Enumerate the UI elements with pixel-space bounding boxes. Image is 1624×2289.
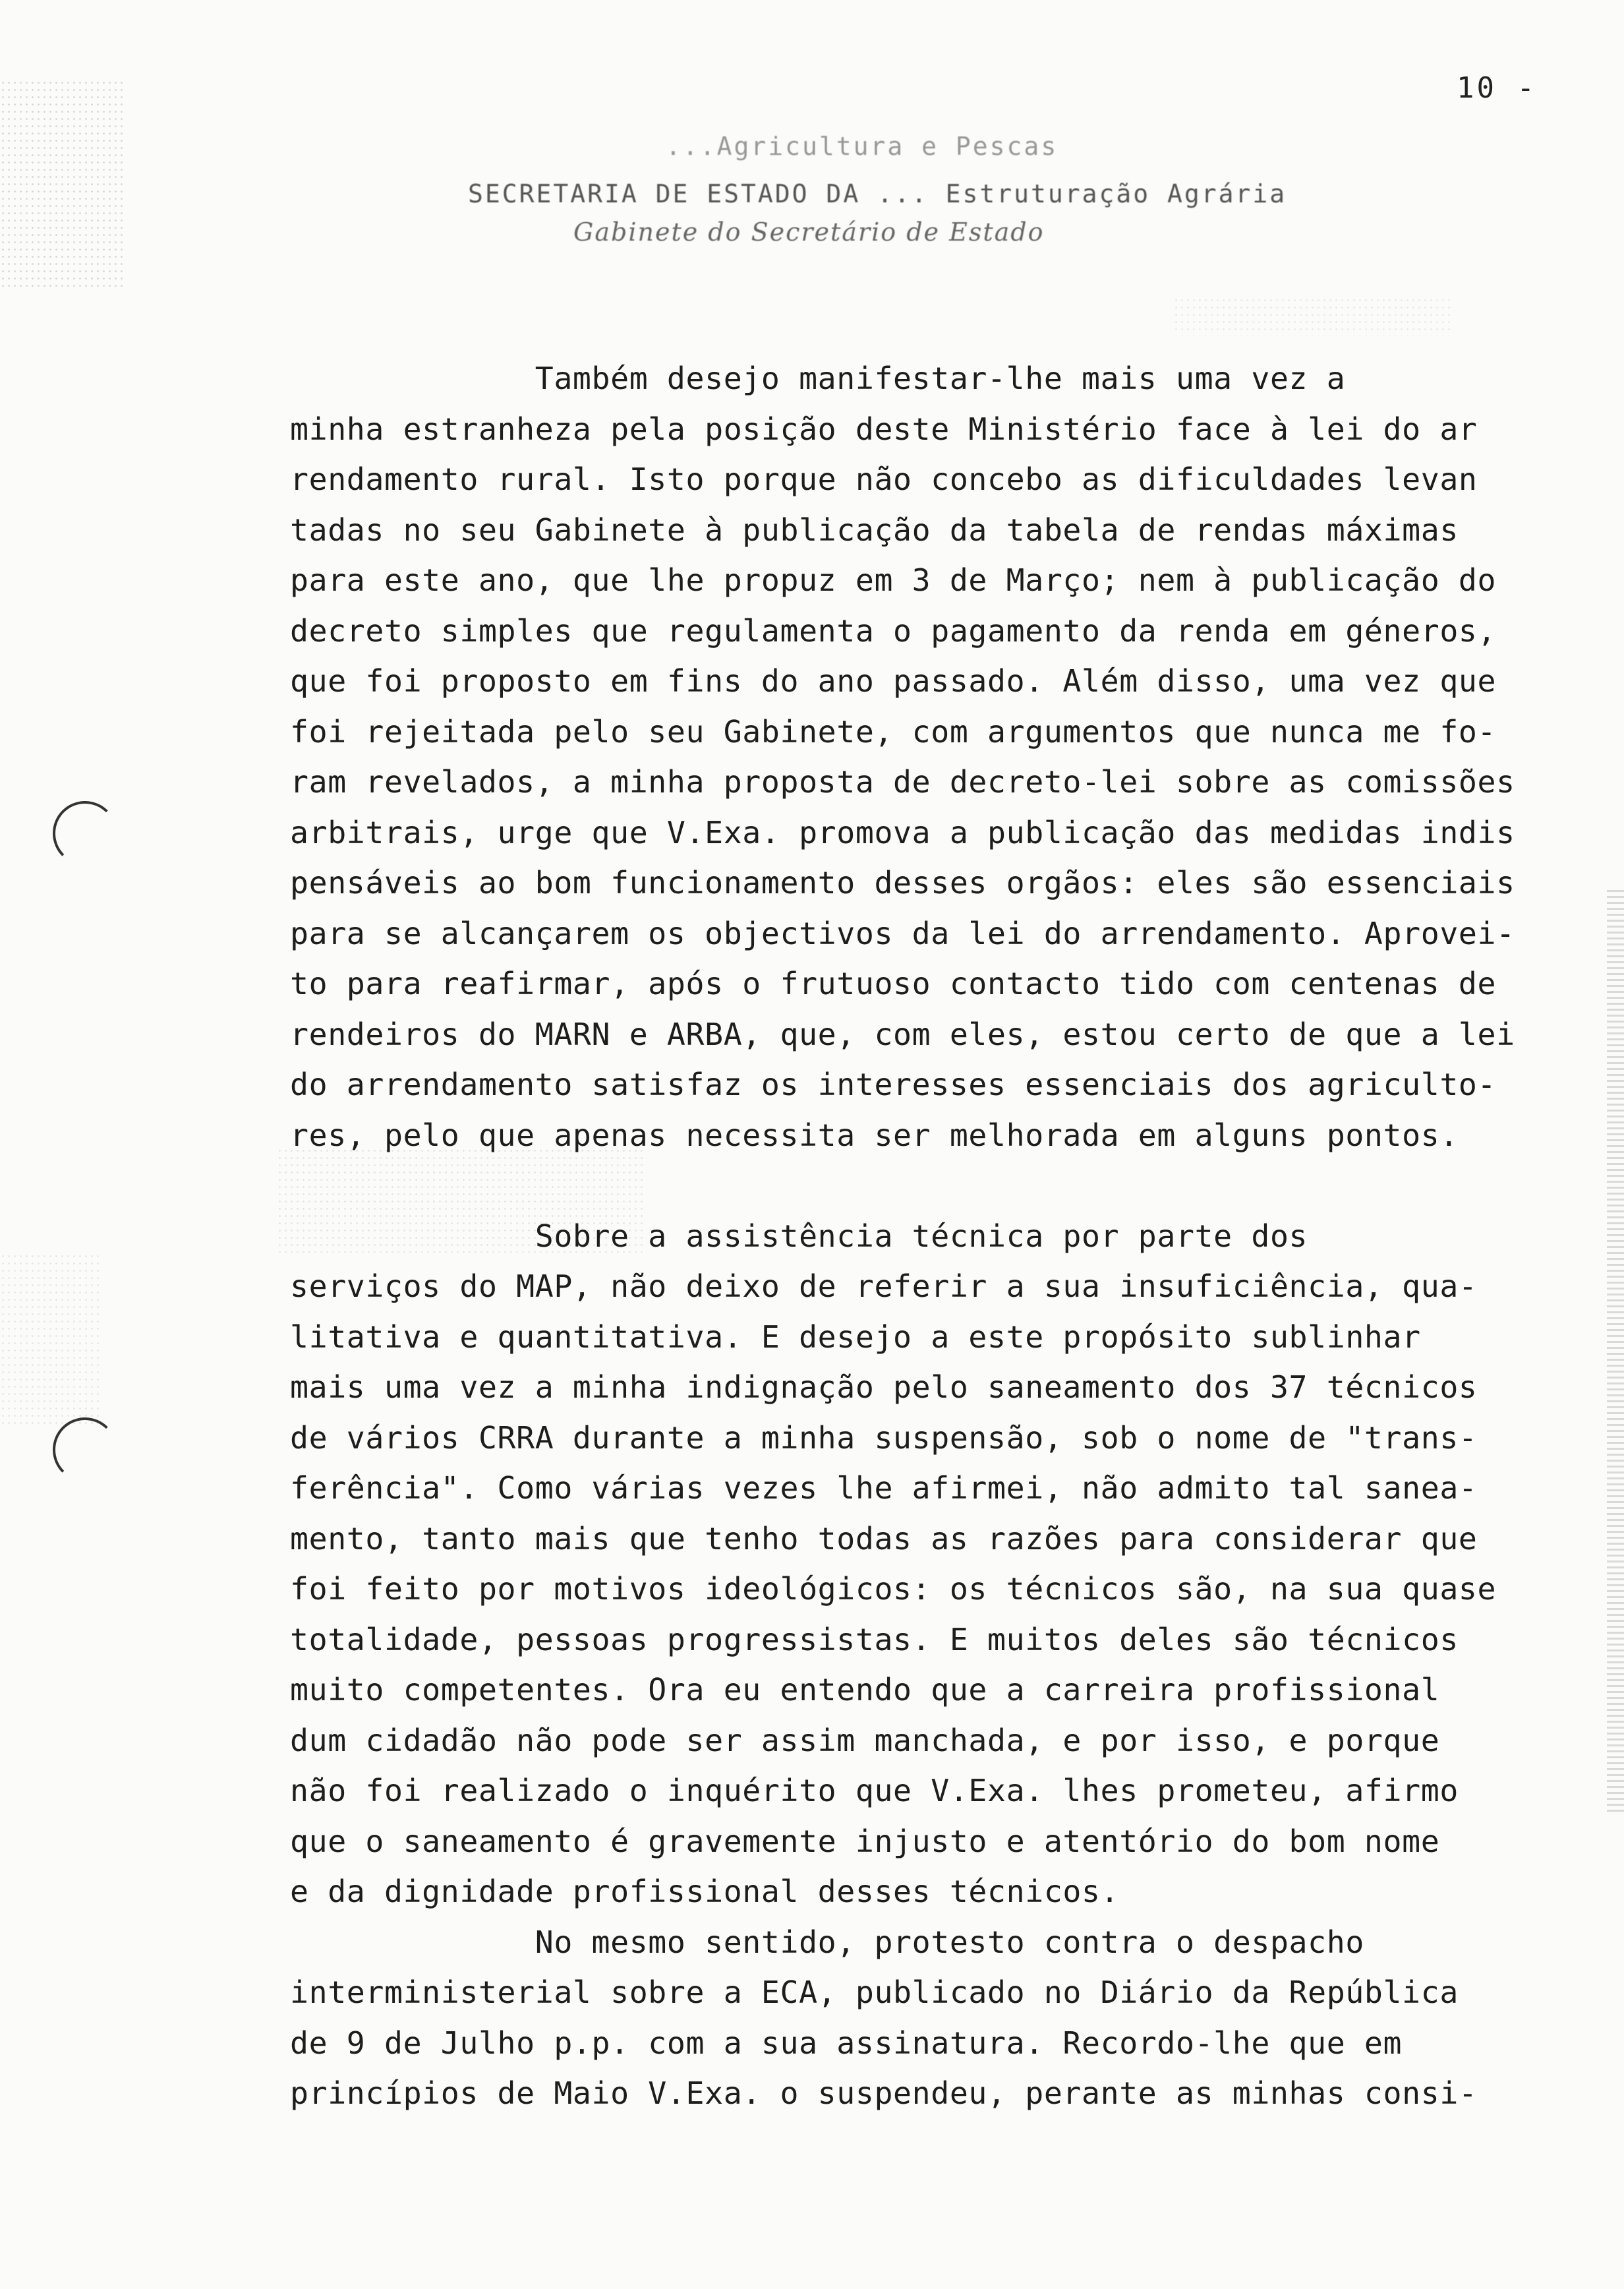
scan-edge-artifact xyxy=(1607,890,1624,1813)
text-line: rendeiros do MARN e ARBA, que, com eles, estou certo de que a lei xyxy=(290,1016,1515,1052)
paragraph-3 xyxy=(290,1917,1602,2119)
text-line: rendamento rural. Isto porque não concebo as dificuldades levan xyxy=(290,461,1478,497)
text-line: para se alcançarem os objectivos da lei do arrendamento. Aprovei- xyxy=(290,915,1515,951)
paragraph-2 xyxy=(290,1211,1602,1917)
text-line: No mesmo sentido, protesto contra o despacho xyxy=(290,1924,1364,1960)
text-line: que o saneamento é gravemente injusto e atentório do bom nome xyxy=(290,1823,1440,1859)
text-line: interministerial sobre a ECA, publicado no Diário da República xyxy=(290,1975,1459,2010)
scan-noise xyxy=(0,1253,99,1424)
paragraph-1 xyxy=(290,353,1602,1160)
text-line: totalidade, pessoas progressistas. E muitos deles são técnicos xyxy=(290,1621,1459,1657)
text-line: decreto simples que regulamenta o pagamento da renda em géneros, xyxy=(290,612,1497,649)
text-line: minha estranheza pela posição deste Ministério face à lei do ar xyxy=(290,411,1478,447)
text-line: de 9 de Julho p.p. com a sua assinatura. Recordo-lhe que em xyxy=(290,2025,1403,2061)
text-line: foi feito por motivos ideológicos: os técnicos são, na sua quase xyxy=(290,1571,1497,1607)
scan-noise xyxy=(0,79,125,290)
binder-hole-mark xyxy=(53,801,117,866)
text-line: to para reafirmar, após o frutuoso contacto tido com centenas de xyxy=(290,966,1497,1001)
page-number: 10 - xyxy=(1457,71,1537,105)
scan-noise xyxy=(1173,297,1450,336)
text-line: Sobre a assistência técnica por parte dos xyxy=(290,1218,1308,1254)
text-line: arbitrais, urge que V.Exa. promova a publicação das medidas indis xyxy=(290,814,1515,850)
text-line: princípios de Maio V.Exa. o suspendeu, perante as minhas consi- xyxy=(290,2075,1478,2111)
letterhead-cabinet: Gabinete do Secretário de Estado xyxy=(573,218,1045,247)
text-line: para este ano, que lhe propuz em 3 de Março; nem à publicação do xyxy=(290,562,1497,598)
text-line: foi rejeitada pelo seu Gabinete, com argumentos que nunca me fo- xyxy=(290,713,1497,750)
text-line: mais uma vez a minha indignação pelo saneamento dos 37 técnicos xyxy=(290,1369,1478,1405)
text-line: litativa e quantitativa. E desejo a este propósito sublinhar xyxy=(290,1319,1421,1355)
text-line: ferência". Como várias vezes lhe afirmei, não admito tal sanea- xyxy=(290,1470,1478,1506)
text-line: pensáveis ao bom funcionamento desses orgãos: eles são essenciais xyxy=(290,865,1515,901)
text-line: e da dignidade profissional desses técnicos. xyxy=(290,1874,1120,1909)
text-line: serviços do MAP, não deixo de referir a sua insuficiência, qua- xyxy=(290,1268,1478,1304)
text-line: muito competentes. Ora eu entendo que a carreira profissional xyxy=(290,1672,1440,1708)
binder-hole-mark xyxy=(53,1417,117,1482)
text-line: tadas no seu Gabinete à publicação da tabela de rendas máximas xyxy=(290,512,1459,548)
text-line: Também desejo manifestar-lhe mais uma vez a xyxy=(290,361,1346,396)
paragraph-gap xyxy=(290,1160,1602,1211)
letter-body xyxy=(290,353,1602,2119)
text-line: de vários CRRA durante a minha suspensão, sob o nome de "trans- xyxy=(290,1419,1478,1456)
text-line: do arrendamento satisfaz os interesses essenciais dos agriculto- xyxy=(290,1067,1497,1102)
text-line: mento, tanto mais que tenho todas as razões para considerar que xyxy=(290,1520,1478,1557)
text-line: res, pelo que apenas necessita ser melhorada em alguns pontos. xyxy=(290,1117,1459,1153)
text-line: ram revelados, a minha proposta de decreto-lei sobre as comissões xyxy=(290,764,1515,800)
letterhead-ministry: ...Agricultura e Pescas xyxy=(666,132,1058,161)
text-line: dum cidadão não pode ser assim manchada, e por isso, e porque xyxy=(290,1722,1440,1758)
letterhead-secretary: SECRETARIA DE ESTADO DA ... Estruturação Agrária xyxy=(468,179,1287,208)
text-line: não foi realizado o inquérito que V.Exa. lhes prometeu, afirmo xyxy=(290,1773,1459,1808)
text-line: que foi proposto em fins do ano passado. Além disso, uma vez que xyxy=(290,663,1497,699)
